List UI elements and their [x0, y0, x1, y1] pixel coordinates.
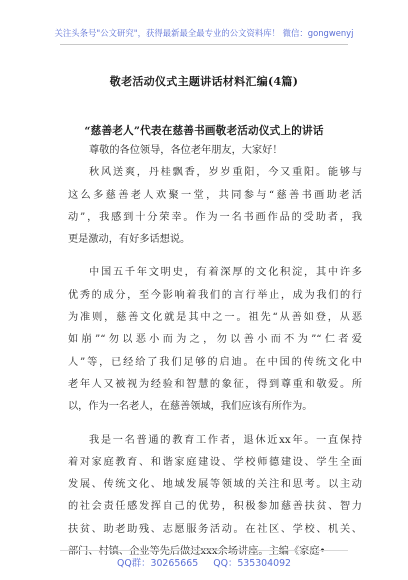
body-paragraph [68, 140, 362, 162]
paragraph-line: 动”，我感到十分荣幸。作为一名书画作品的受助者，我 [68, 211, 362, 223]
paragraph-line: 如崩”“勿以恶小而为之，勿以善小而不为”“仁者爱 [68, 334, 362, 346]
paragraph-line: 部门、村镇、企业等先后做过xxx余场讲座。主编《家庭• [68, 546, 326, 558]
footer-qq: QQ：535304092 [213, 558, 292, 569]
paragraph-line: 发展、传统文化、地域发展等领域的关注和思考。以主动 [68, 479, 362, 491]
paragraph-line: 优秀的成分，至今影响着我们的言行举止，成为我们的行 [68, 289, 362, 301]
paragraph-line: 老年人又被视为经验和智慧的象征，得到尊重和敬爱。所 [68, 378, 362, 390]
paragraph-line: 为准则，慈善文化就是其中之一。祖先“从善如登，从恶 [68, 312, 362, 324]
body-paragraph [68, 262, 362, 418]
footer-qq-group: QQ群：30265665 [116, 558, 199, 569]
document-body [68, 140, 362, 563]
paragraph-line: 尊敬的各位领导，各位老年朋友，大家好！ [89, 145, 283, 156]
paragraph-line: 中国五千年文明史，有着深厚的文化积淀，其中许多 [89, 267, 362, 279]
document-title: 敬老活动仪式主题讲话材料汇编(4篇) [109, 75, 299, 88]
header-divider [60, 44, 348, 45]
footer-divider [60, 550, 348, 551]
paragraph-line: 更是激动，有好多话想说。 [68, 234, 191, 246]
body-paragraph [68, 430, 362, 564]
body-paragraph [68, 162, 362, 251]
header-note: 关注头条号"公文研究"，获得最新最全最专业的公文资料库！ 微信：gongwenyj [54, 28, 354, 38]
paragraph-line: 扶贫、助老助残、志愿服务活动。在社区、学校、机关、 [68, 523, 362, 535]
paragraph-line: 着对家庭教育、和谐家庭建设、学校师德建设、学生全面 [68, 456, 362, 468]
paragraph-line: 人”等，已经给了我们足够的启迪。在中国的传统文化中 [68, 356, 362, 368]
paragraph-line: 的社会责任感发挥自己的优势，积极参加慈善扶贫、智力 [68, 501, 362, 513]
paragraph-line: 秋风送爽，丹桂飘香，岁岁重阳，今又重阳。能够与 [89, 167, 362, 179]
paragraph-line: 我是一名普通的教育工作者，退休近xx年。一直保持 [89, 434, 362, 446]
footer-contact [0, 555, 408, 569]
paragraph-line: 这么多慈善老人欢聚一堂，共同参与“慈善书画助老活 [68, 189, 362, 201]
paragraph-line: 以，作为一名老人，在慈善领域，我们应该有所作为。 [68, 401, 313, 413]
speech-title: “慈善老人”代表在慈善书画敬老活动仪式上的讲话 [84, 125, 324, 137]
